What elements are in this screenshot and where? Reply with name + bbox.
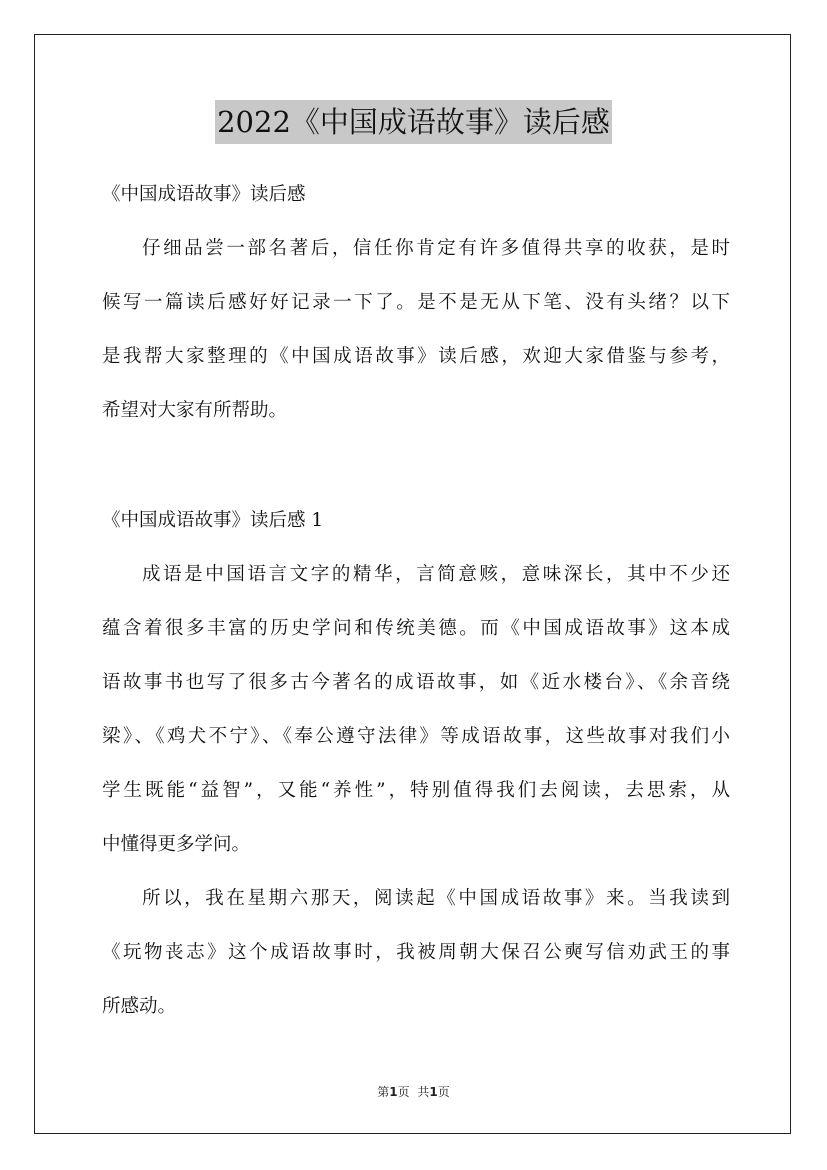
paragraph1-line: 中懂得更多学问。 <box>102 834 251 855</box>
page-number: 1 <box>389 1085 398 1099</box>
page-prefix: 第 <box>377 1085 390 1099</box>
total-suffix: 页 <box>437 1085 450 1099</box>
paragraph2-line: 所以，我在星期六那天，阅读起《中国成语故事》来。当我读到 <box>142 888 730 909</box>
title-container <box>0 100 827 144</box>
paragraph2-line: 《玩物丧志》这个成语故事时，我被周朝大保召公奭写信劝武王的事 <box>102 942 730 963</box>
section-heading: 《中国成语故事》读后感 1 <box>102 510 324 531</box>
intro-line: 仔细品尝一部名著后，信任你肯定有许多值得共享的收获，是时 <box>142 238 730 259</box>
paragraph1-line: 学生既能“益智”，又能“养性”，特别值得我们去阅读，去思索，从 <box>102 780 730 801</box>
paragraph1-line: 梁》、《鸡犬不宁》、《奉公遵守法律》等成语故事，这些故事对我们小 <box>102 726 730 747</box>
paragraph1-line: 语故事书也写了很多古今著名的成语故事，如《近水楼台》、《余音绕 <box>102 672 730 693</box>
subheading: 《中国成语故事》读后感 <box>102 184 306 205</box>
paragraph1-line: 蕴含着很多丰富的历史学问和传统美德。而《中国成语故事》这本成 <box>102 618 730 639</box>
page-suffix: 页 <box>397 1085 410 1099</box>
total-pages: 1 <box>429 1085 438 1099</box>
intro-line: 希望对大家有所帮助。 <box>102 400 288 421</box>
section-spacer <box>102 438 730 494</box>
intro-line: 候写一篇读后感好好记录一下了。是不是无从下笔、没有头绪？以下 <box>102 292 730 313</box>
document-body <box>102 168 730 1034</box>
paragraph1-line: 成语是中国语言文字的精华，言简意赅，意味深长，其中不少还 <box>142 564 730 585</box>
total-prefix: 共 <box>417 1085 430 1099</box>
paragraph2-line: 所感动。 <box>102 996 177 1017</box>
document-title: 2022《中国成语故事》读后感 <box>215 100 612 144</box>
intro-line: 是我帮大家整理的《中国成语故事》读后感，欢迎大家借鉴与参考， <box>102 346 730 367</box>
page-footer <box>0 1083 827 1100</box>
